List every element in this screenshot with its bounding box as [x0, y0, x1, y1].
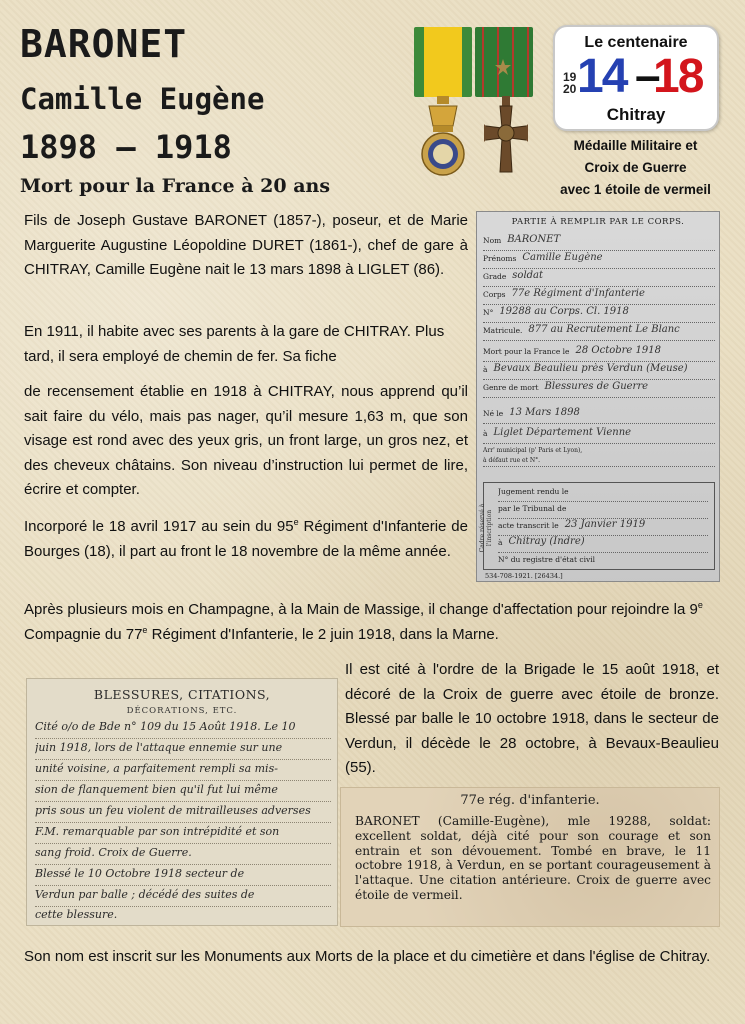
card-row: Mort pour la France le 28 Octobre 1918	[483, 345, 715, 362]
paragraph-recensement: de recensement établie en 1918 à CHITRAY, nous apprend qu’il sait faire du vélo, mais pas nager, qu’il mesure 1,63 m, que son visage est rond avec des yeux gris, un front large, un gros nez, et des cheveux châtains. Son niveau d’instruction lui permet de lire, écrire et compter.	[24, 383, 468, 499]
paragraph-citation: Il est cité à l'ordre de la Brigade le 15 août 1918, et décoré de la Croix de guerre avec étoile de bronze. Blessé par balle le 10 octobre 1918, dans le secteur de Verdun, il décède le 28 octobre, à Bevaux-Beaulieu (55).	[345, 661, 719, 777]
card-row: Genre de mort Blessures de Guerre	[483, 381, 715, 398]
card-row: Prénoms Camille Eugène	[483, 252, 715, 269]
card-row: Grade soldat	[483, 270, 715, 287]
card-row: Né le 13 Mars 1898	[483, 407, 715, 424]
newspaper-clipping	[340, 787, 720, 927]
card-row: N° 19288 au Corps. Cl. 1918	[483, 306, 715, 323]
notes-line: Blessé le 10 Octobre 1918 secteur de	[35, 864, 331, 886]
notes-line: sang froid. Croix de Guerre.	[35, 843, 331, 865]
medaille-militaire-icon	[420, 96, 466, 178]
card-row: Corps 77e Régiment d'Infanterie	[483, 288, 715, 305]
card-footer: 534-708-1921. [26434.]	[485, 572, 563, 580]
card-row: acte transcrit le 23 Janvier 1919	[498, 519, 708, 536]
card-row: N° du registre d'état civil	[498, 555, 596, 564]
notes-subtitle: DÉCORATIONS, ETC.	[126, 706, 238, 716]
notes-line: sion de flanquement bien qu'il fut lui même	[35, 780, 331, 802]
card-row: à défaut rue et N°.	[483, 455, 715, 467]
croix-de-guerre-icon	[478, 96, 534, 178]
card-row: Arr' municipal (p' Paris et Lyon),	[483, 447, 583, 454]
notes-line: unité voisine, a parfaitement rempli sa mis-	[35, 759, 331, 781]
notes-title: BLESSURES, CITATIONS,	[93, 687, 271, 702]
card-header: PARTIE À REMPLIR PAR LE CORPS.	[511, 217, 685, 227]
card-transcription-box	[479, 482, 715, 570]
clipping-title: 77e rég. d'infanterie.	[460, 793, 600, 808]
paragraph-incorporation: Incorporé le 18 avril 1917 au sein du 95e Régiment d'Infanterie de Bourges (18), il part au front le 18 novembre de la même année.	[24, 517, 468, 560]
card-row: Matricule. 877 au Recrutement Le Blanc	[483, 324, 715, 341]
centenaire-logo	[553, 25, 719, 131]
notes-line: Verdun par balle ; décédé des suites de	[35, 885, 331, 907]
card-row: à Chitray (Indre)	[498, 536, 708, 553]
paragraph-birth: Fils de Joseph Gustave BARONET (1857-), poseur, et de Marie Marguerite Augustine Léopoldine DURET (1861-), chef de gare à CHITRAY, Camille Eugène nait le 13 mars 1898 à LIGLET (86).	[24, 212, 468, 279]
logo-dash: –	[635, 49, 661, 101]
card-row: à Bevaux Beaulieu près Verdun (Meuse)	[483, 363, 715, 380]
notes-line: F.M. remarquable par son intrépidité et son	[35, 822, 331, 844]
logo-place: Chitray	[606, 105, 666, 124]
paragraph-1911: En 1911, il habite avec ses parents à la gare de CHITRAY. Plus tard, il sera employé de chemin de fer. Sa fiche	[24, 323, 445, 365]
card-row: Nom BARONET	[483, 234, 715, 251]
logo-number-right: 18	[653, 50, 703, 103]
medals-caption: Médaille Militaire et Croix de Guerre avec 1 étoile de vermeil	[560, 138, 711, 197]
firstnames-title: Camille Eugène	[20, 82, 265, 116]
card-side-note: Cadre réservé à l'inscription	[479, 503, 493, 553]
notes-line: juin 1918, lors de l'attaque ennemie sur une	[35, 738, 331, 760]
logo-number-left: 14	[577, 50, 627, 103]
paragraph-memorial: Son nom est inscrit sur les Monuments aux Morts de la place et du cimetière et dans l'église de Chitray.	[24, 948, 711, 965]
clipping-text: BARONET (Camille-Eugène), mle 19288, soldat: excellent soldat, déjà cité pour son courage et son entrain et son dévouement. Tombé en brave, le 11 octobre 1918, à Verdun, en se portant courageusement à l'attaque. Une citation antérieure. Croix de guerre avec étoile de vermeil.	[355, 814, 711, 902]
military-record-card	[476, 211, 720, 582]
notes-line: Cité o/o de Bde n° 109 du 15 Août 1918. Le 10	[35, 717, 331, 739]
card-row: par le Tribunal de	[498, 502, 708, 519]
citations-document	[26, 678, 338, 926]
logo-year-prefix: 19 20	[563, 70, 577, 96]
medaille-militaire-ribbon	[414, 27, 472, 97]
card-row: à Liglet Département Vienne	[483, 427, 715, 444]
star-icon	[494, 58, 512, 76]
notes-line: pris sous un feu violent de mitrailleuses adverses	[35, 801, 331, 823]
death-subtitle: Mort pour la France à 20 ans	[20, 175, 331, 197]
paragraph-champagne: Après plusieurs mois en Champagne, à la Main de Massige, il change d'affectation pour rejoindre la 9e Compagnie du 77e Régiment d'Infanterie, le 2 juin 1918, dans la Marne.	[24, 600, 703, 643]
logo-title: Le centenaire	[584, 34, 688, 51]
card-row: Jugement rendu le	[498, 485, 708, 502]
notes-line: cette blessure.	[35, 905, 331, 926]
surname-title: BARONET	[20, 22, 188, 66]
years-title: 1898 – 1918	[20, 128, 232, 166]
